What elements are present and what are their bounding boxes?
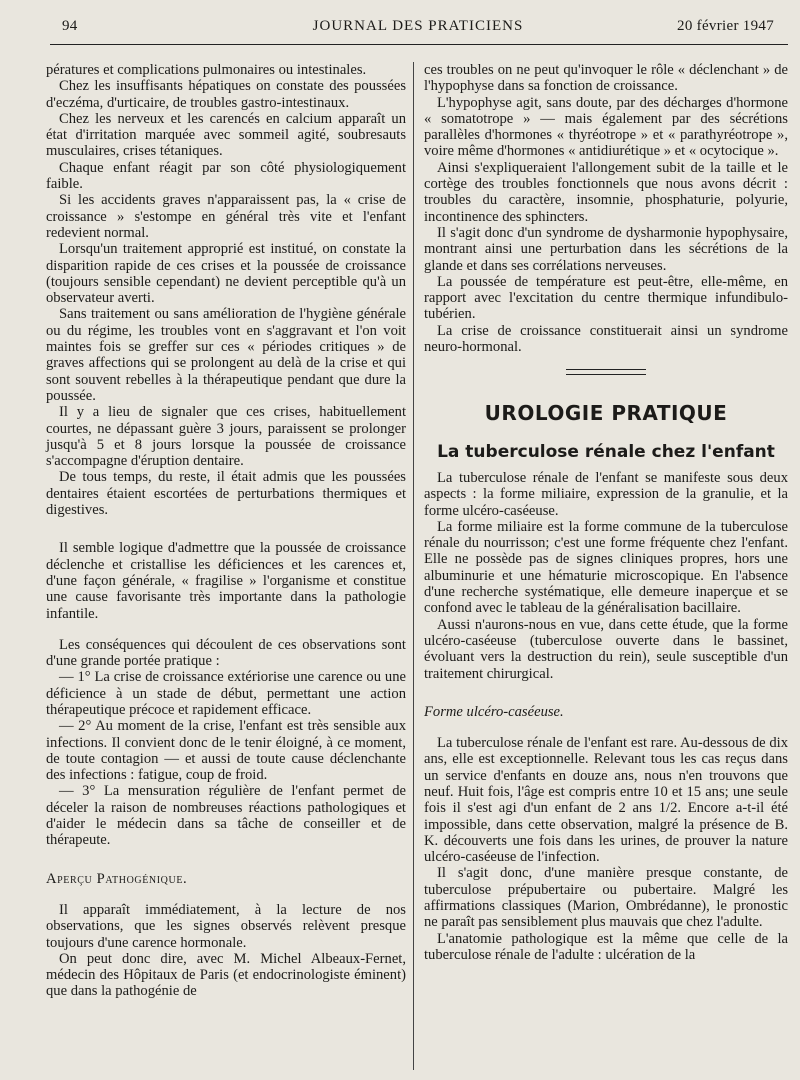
paragraph: Il s'agit donc d'un syndrome de dysharmonie hypophysaire, montrant ainsi une perturbation dans les sécrétions de la glande et dans ses corrélations nerveuses.: [424, 224, 788, 274]
running-header: [62, 18, 774, 40]
paragraph: ces troubles on ne peut qu'invoquer le rôle « déclenchant » de l'hypophyse dans sa fonction de croissance.: [424, 62, 788, 95]
paragraph: Chez les nerveux et les carencés en calcium apparaît un état d'irritation marquée avec sommeil agité, soubresauts musculaires, crises tétaniques.: [46, 110, 406, 160]
right-column: [424, 62, 788, 963]
header-rule: [50, 44, 788, 45]
subsection-heading: Aperçu Pathogénique.: [46, 870, 188, 887]
paragraph: Ainsi s'expliqueraient l'allongement subit de la taille et le cortège des troubles fonctionnels que nous avons décrit : troubles du caractère, insomnie, phosphaturie, polyurie, incontinence des sphincters.: [424, 159, 788, 225]
paragraph: L'hypophyse agit, sans doute, par des décharges d'hormone « somatotrope » — mais également par des sécrétions parallèles d'hormones « thyréotrope » et « parathyréotrope », voire même d'hormones « antidiurétique » et « ocytocique ».: [424, 94, 788, 160]
journal-title: JOURNAL DES PRATICIENS: [312, 18, 524, 34]
paragraph: La tuberculose rénale de l'enfant se manifeste sous deux aspects : la forme miliaire, expression de la granulie, et la forme ulcéro-caséeuse.: [424, 469, 788, 519]
paragraph: On peut donc dire, avec M. Michel Albeaux-Fernet, médecin des Hôpitaux de Paris (et endocrinologiste éminent) que dans la pathogénie de: [46, 950, 406, 1000]
paragraph: Si les accidents graves n'apparaissent pas, la « crise de croissance » s'estompe en général très vite et l'enfant redevient normal.: [46, 192, 406, 241]
left-column: [46, 62, 406, 1000]
paragraph: Il y a lieu de signaler que ces crises, habituellement courtes, ne dépassant guère 3 jours, paraissent se prolonger jusqu'à 5 et 8 jours lorsque la poussée de croissance s'accompagne d'éruption dentaire.: [46, 404, 406, 470]
paragraph: La forme miliaire est la forme commune de la tuberculose rénale du nourrisson; c'est une forme fréquente chez l'enfant. Elle ne possède pas de signes cliniques propres, hors une albuminurie et une hématurie microscopique. En l'absence d'une recherche systématique, elle demeure inaperçue et se confond avec le tableau de la généralisation bacillaire.: [424, 518, 788, 617]
list-item: — 3° La mensuration régulière de l'enfant permet de déceler la raison de nombreuses réactions pathologiques et d'aider le médecin dans sa tâche de conseiller et de thérapeute.: [46, 783, 406, 849]
paragraph: Aussi n'aurons-nous en vue, dans cette étude, que la forme ulcéro-caséeuse (tuberculose ouverte dans le bassinet, évoluant vers la destruction du rein), seule susceptible d'un traitement chirurgical.: [424, 616, 788, 682]
article-title: La tuberculose rénale chez l'enfant: [437, 441, 775, 462]
paragraph: La poussée de température est peut-être, elle-même, en rapport avec l'excitation du centre thermique infundibulo-tubérien.: [424, 273, 788, 323]
paragraph: Il apparaît immédiatement, à la lecture de nos observations, que les signes observés relèvent presque toujours d'une carence hormonale.: [46, 901, 406, 951]
list-item: — 2° Au moment de la crise, l'enfant est très sensible aux infections. Il convient donc de le tenir éloigné, à ce moment, de toute contagion — et aussi de toute cause déclenchante des infections : fatigue, coup de froid.: [46, 718, 406, 784]
paragraph: La crise de croissance constituerait ainsi un syndrome neuro-hormonal.: [424, 322, 788, 356]
subsection-heading: Forme ulcéro-caséeuse.: [424, 703, 564, 720]
section-title: UROLOGIE PRATIQUE: [484, 401, 728, 426]
paragraph: L'anatomie pathologique est la même que celle de la tuberculose rénale de l'adulte : ulcération de la: [424, 930, 788, 963]
paragraph: De tous temps, du reste, il était admis que les poussées dentaires étaient escortées de perturbations thermiques et digestives.: [46, 469, 406, 519]
paragraph: Il s'agit donc, d'une manière presque constante, de tuberculose prépubertaire ou pubertaire. Malgré les affirmations classiques (Marion, Ombrédanne), le pronostic ne paraît pas sensiblement plus mauvais que chez l'adulte.: [424, 865, 788, 931]
paragraph: Les conséquences qui découlent de ces observations sont d'une grande portée pratique :: [46, 636, 406, 670]
paragraph: Lorsqu'un traitement approprié est institué, on constate la disparition rapide de ces crises et la poussée de croissance (toujours sensible cependant) ne devient perceptible qu'à un observateur averti.: [46, 241, 406, 307]
paragraph: Chez les insuffisants hépatiques on constate des poussées d'eczéma, d'urticaire, de troubles gastro-intestinaux.: [46, 78, 406, 111]
paragraph: Il semble logique d'admettre que la poussée de croissance déclenche et cristallise les déficiences et les carences et, d'une façon générale, « fragilise » l'organisme et constitue une cause favorisante très importante dans la pathologie infantile.: [46, 540, 406, 622]
paragraph: La tuberculose rénale de l'enfant est rare. Au-dessous de dix ans, elle est exceptionnelle. Relevant tous les cas reçus dans un service d'enfants en douze ans, nous n'en trouvons que neuf. Huit fois, l'âge est compris entre 10 et 15 ans; une seule fois il s'est agi d'un enfant de 2 ans 1/2. Encore a-t-il été impossible, dans cette observation, malgré la présence de B. K. découverts une fois dans les urines, de prouver la nature ulcéro-caséeuse de l'infection.: [424, 735, 788, 866]
column-divider: [413, 62, 414, 1070]
page-number: 94: [62, 18, 78, 34]
section-separator: [566, 369, 646, 375]
paragraph: Chaque enfant réagit par son côté physiologiquement faible.: [46, 159, 406, 193]
list-item: — 1° La crise de croissance extériorise une carence ou une déficience à un stade de début, permettant une action thérapeutique précoce et rapidement efficace.: [46, 669, 406, 718]
paragraph: pératures et complications pulmonaires ou intestinales.: [46, 62, 367, 78]
paragraph: Sans traitement ou sans amélioration de l'hygiène générale ou du régime, les troubles vont en s'aggravant et l'on voit maintes fois se greffer sur ces « périodes critiques » de graves affections qui se prolongent au delà de la crise et qui sont souvent rebelles à la thérapeutique pendant que dure la poussée.: [46, 306, 406, 404]
issue-date: 20 février 1947: [677, 18, 774, 34]
